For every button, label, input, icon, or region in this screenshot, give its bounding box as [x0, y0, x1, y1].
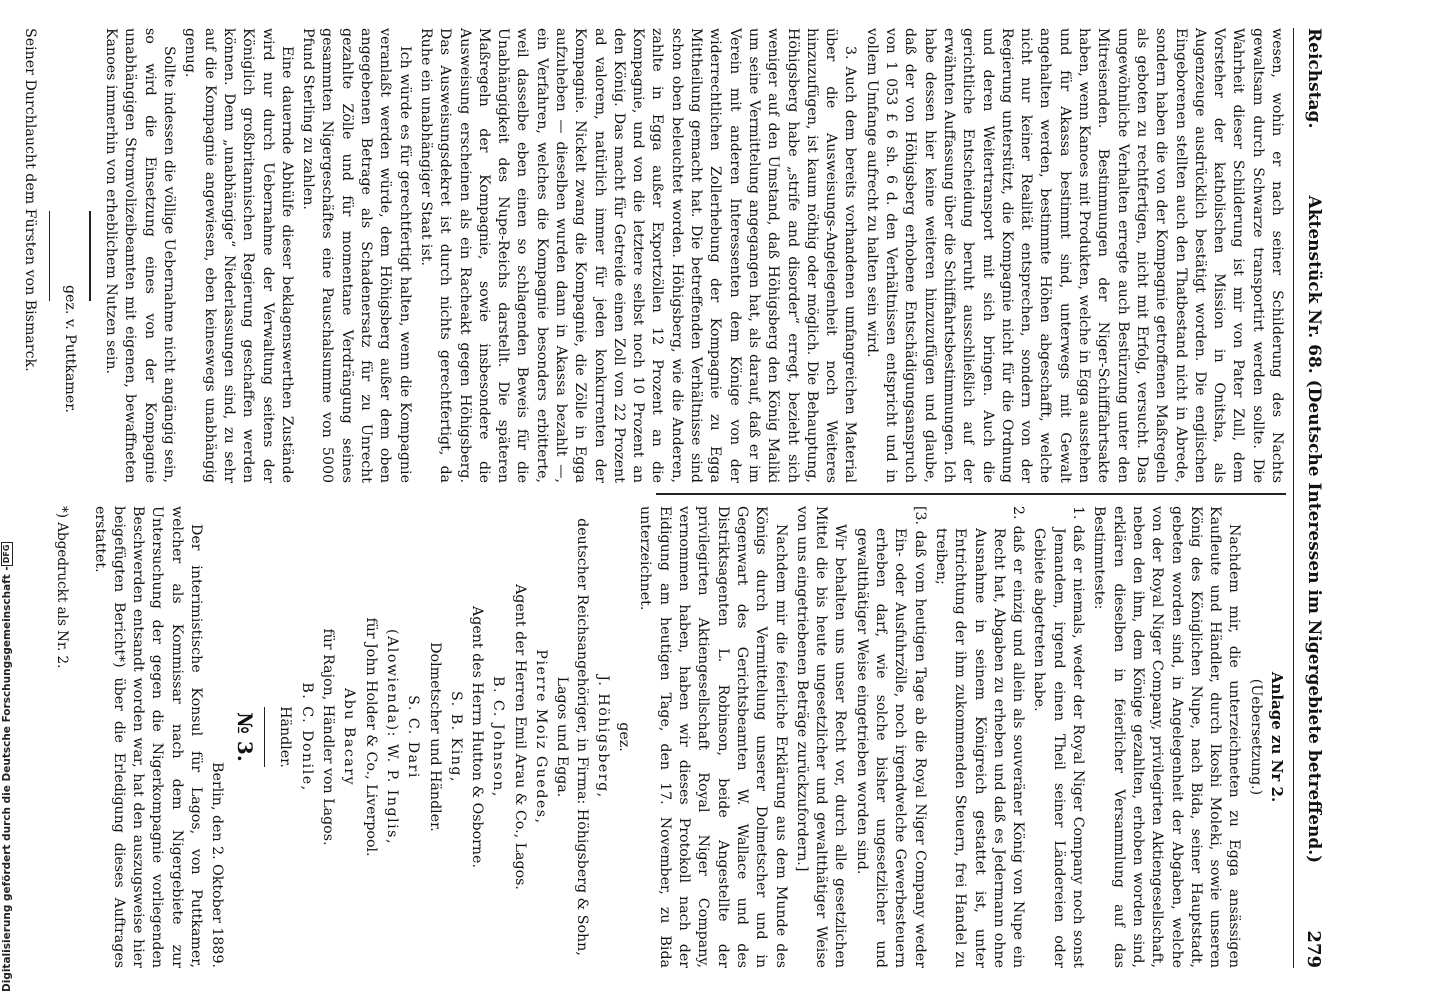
dateline: Berlin, den 2. Oktober 1889.: [209, 762, 226, 968]
section-number: № 3.: [232, 712, 257, 762]
annex-intro: Nachdem mir, die unterzeichneten zu Egga ansässigen Kaufleute und Händler, durch Ikoshi Moleki, sowie unseren König des Königlichen Nupe, nach Bida, seiner Hauptstadt, gebeten worden sind, in Angelegenheit der Abgaben, welche von der Royal Niger Company, privilegirten Aktiengesellschaft, neben den ihm, dem Könige gezahlten, erhoben worden sind, erklären dieselben in feierlicher Versammlung auf das Bestimmteste:: [1091, 506, 1243, 968]
digitization-sidebar: [0, 0, 14, 1000]
divider-rule: [89, 211, 91, 301]
signatory-name: Abu Bacary: [341, 687, 358, 787]
column-divider: [656, 493, 1286, 495]
footnote: *) Abgedruckt als Nr. 2.: [54, 506, 71, 669]
left-column: [21, 28, 1286, 483]
signatory-desc: Dolmetscher und Händler.: [426, 642, 443, 832]
left-paragraph: Eine dauernde Abhülfe dieser beklagenswerthen Zustände wird nur durch Uebernahme der Verwaltung seitens der Königlich großbritannischen Regierung geschaffen werden können. Denn „unabhängige“ Niederlassungen sind, zu sehr auf die Kompagnie angewiesen, eben keineswegs unabhängig genug.: [182, 28, 295, 483]
right-column: [54, 506, 1286, 968]
signatory-name: B. C. Donile,: [298, 682, 315, 792]
signatory-desc: Agent der Herren Emil Arau & Co., Lagos.: [511, 584, 528, 890]
divider-rule: [49, 211, 51, 301]
digitization-credit: [0, 0, 14, 1000]
page-header: [1293, 28, 1334, 968]
signatory-desc: für John Holder & Co., Liverpool.: [362, 617, 379, 857]
signatory-name: S. C. Dari: [405, 695, 422, 779]
header-title: Aktenstück Nr. 68. (Deutsche Interessen im Nigergebiete betreffend.): [1304, 195, 1324, 864]
signatory-name: Pierre Moiz Guedes,: [533, 649, 550, 825]
annex-paragraph: Nachdem mir die feierliche Erklärung aus dem Munde des Königs durch Vermittelung unserer Dolmetscher und in Gegenwart des Gerichtsbeamten W. Wallace und des Distriktsagenten L. Robinson, beide Angestellte der privilegirten Aktiengesellschaft Royal Niger Company, vernommen haben, haben wir dieses Protokoll nach der Eidigung am heutigen Tage, den 17. November, zu Bida unterzeichnet.: [637, 506, 789, 968]
left-paragraph: Sollte indessen die völlige Uebernahme nicht angängig sein, so wird die Einsetzung eines von der Kompagnie unabhängigen Stromvolizeibeamten mit eigenen, bewaffneten Kanoes immerhin von erheblichem Nutzen sein.: [103, 28, 178, 483]
signatory-name: B. C. Johnson,: [490, 676, 507, 798]
signatory-name: S. B. King,: [447, 690, 464, 784]
left-paragraph: wesen, wohin er nach seiner Schilderung des Nachts gewaltsam durch Schwarze transportirt werden sollte. Die Wahrheit dieser Schilderung ist mir von Pater Zull, dem Vorsteher der katholischen Mission in Onitsha, als Augenzeuge ausdrücklich bestätigt worden. Die englischen Eingeborenen stellten auch den Thatbestand nicht in Abrede, sondern haben die von der Kompagnie getroffenen Maßregeln als geboten zu rechtfertigen, nicht mit Erfolg, versucht. Das ungewöhnliche Verhalten erregte auch Bestürzung unter den Mitreisenden. Bestimmungen der Niger-Schifffahrtsakte haben, wenn Kanoes mit Produkten, welche in Egga ausstehen und für Akassa bestimmt sind, unterwegs mit Gewalt angehalten werden, bestimmte Höhen abgeschafft, welche nicht nur keiner Realität entsprechen, sondern von der Regierung unterstützt, die Kompagnie nicht für die Ordnung und deren Weitertransport mit sich bringen. Auch die gerichtliche Entscheidung beruht ausschließlich auf der erwähnten Auffassung über die Schifffahrtsbestimmungen. Ich habe dessen hier keine weiteren hinzuzufügen und glaube, daß der von Höhigsberg erhobene Entschädigungsanspruch von 1 053 £ 6 sh. 6 d. den Verhältnissen entspricht und in vollem Umfange aufrecht zu halten sein wird.: [863, 28, 1285, 483]
header-left: Reichstag.: [1304, 28, 1324, 129]
annex-list-item: 2. daß er einzig und allein als souveräner König von Nupe ein Recht hat, Abgaben zu erheben und daß es Jedermann ohne Ausnahme in seinem Königreich gestattet ist, unter Entrichtung der ihm zukommenden Steuern, frei Handel zu treiben;: [932, 506, 1027, 968]
annex-title: Anlage zu Nr 2.: [1268, 671, 1286, 803]
signatory-desc: Händler.: [277, 706, 294, 768]
annex-paragraph: Wir behalten uns unser Recht vor, durch alle gesetzlichen Mittel die bis heute ungesetzlicher und gewaltthätiger Weise von uns eingetriebenen Beträge zurückzufordern.]: [793, 506, 849, 968]
signatory-name: J. Höhigsberg,: [594, 675, 611, 799]
left-paragraph: 3. Auch dem bereits vorhandenen umfangreichen Material über die Ausweisungs-Angelegenheit noch Weiteres hinzuzufügen, ist kaum nöthig oder möglich. Die Behauptung, Höhigsberg habe „strife and disorder“ erregt, bezieht sich weniger auf den Umstand, daß Höhigsberg den König Maliki um seine Vermittelung angegangen hat, als darauf, daß er im Verein mit anderen Interessenten dem Könige von der widerrechtlichen Zollerhebung der Kompagnie zu Egga Mittheilung gemacht hat. Die betreffenden Verhältnisse sind schon oben beleuchtet worden. Höhigsberg, wie die Anderen, zahlte in Egga außer Exportzöllen 12 Prozent an die Kompagnie, und von die letztere selbst noch 10 Prozent an den König. Das macht für Getreide einen Zoll von 22 Prozent ad valorem, natürlich immer für jeden konkurrenten der Kompagnie. Nickelt zwang die Kompagnie, die Zölle in Egga aufzuheben — dieselben wurden dann in Akassa bezahlt —, ein Verfahren, welches die Kompagnie besonders erbitterte, weil dasselbe eben einen so schlagenden Beweis für die Unabhängigkeit des Nupe-Reichs darstellt. Die späteren Maßregeln der Kompagnie, sowie insbesondere die Ausweisung erscheinen als ein Racheakt gegen Höhigsberg. Das Ausweisungsdekret ist durch nichts gerechtfertigt, da Ruhe ein unabhängiger Staat ist.: [417, 28, 859, 483]
signature: gez. v. Puttkamer.: [62, 284, 79, 413]
section-paragraph: Der interimistische Konsul für Lagos, von Puttkamer, welcher als Kommissar nach dem Nigergebiete zur Untersuchung der gegen die Nigerkompagnie vorliegenden Beschwerden entsandt worden war, hat den auszugsweise hier beigefügten Bericht*) über die Erledigung dieses Auftrages erstattet.: [91, 506, 205, 968]
rotated-page-content: [21, 28, 1334, 968]
signatory-desc: für Rajon, Händler von Lagos.: [320, 628, 337, 846]
divider-rule: [264, 707, 266, 767]
annex-list-item: [3. daß vom heutigen Tage ab die Royal Niger Company weder Ein- oder Ausfuhrzölle, noch irgendwelche Gewerbesteuern erheben darf, wie solche bisher ungesetzlicher und gewaltthätiger Weise eingetrieben worden sind.: [853, 506, 928, 968]
annex-subtitle: (Uebersetzung.): [1247, 678, 1264, 796]
signatory-desc: deutscher Reichsangehöriger, in Firma: Höhigsberg & Sohn, Lagos und Egga.: [554, 518, 590, 956]
left-paragraph: Ich würde es für gerechtfertigt halten, wenn die Kompagnie veranlaßt werden würde, dem Höhigsberg außer dem oben angegebenen Betrage als Schadenersatz für zu Unrecht gezahlte Zölle und für momentane Verdrängung seines gesammten Nigergeschäftes eine Pauschalsumme von 5000 Pfund Sterling zu zahlen.: [300, 28, 413, 483]
digitization-credit-text: Digitalisierung gefördert durch die Deutsche Forschungsgemeinschaft -: [1, 566, 13, 992]
closing-address: Seiner Durchlaucht dem Fürsten von Bismarck.: [21, 28, 38, 372]
dfg-logo-icon: DFG: [1, 542, 13, 567]
page-number: 279: [1303, 930, 1325, 968]
signatory-desc: Agent des Herrn Hutton & Osborne.: [469, 606, 486, 868]
signatory-name: (Alowienda): W. P. Inglis,: [383, 629, 400, 845]
annex-list-item: 1. daß er niemals, weder der Royal Niger Company noch sonst Jemandem, irgend einen Theil seiner Ländereien oder Gebiete abgetreten habe.: [1031, 506, 1087, 968]
gez-label: gez.: [616, 722, 633, 752]
